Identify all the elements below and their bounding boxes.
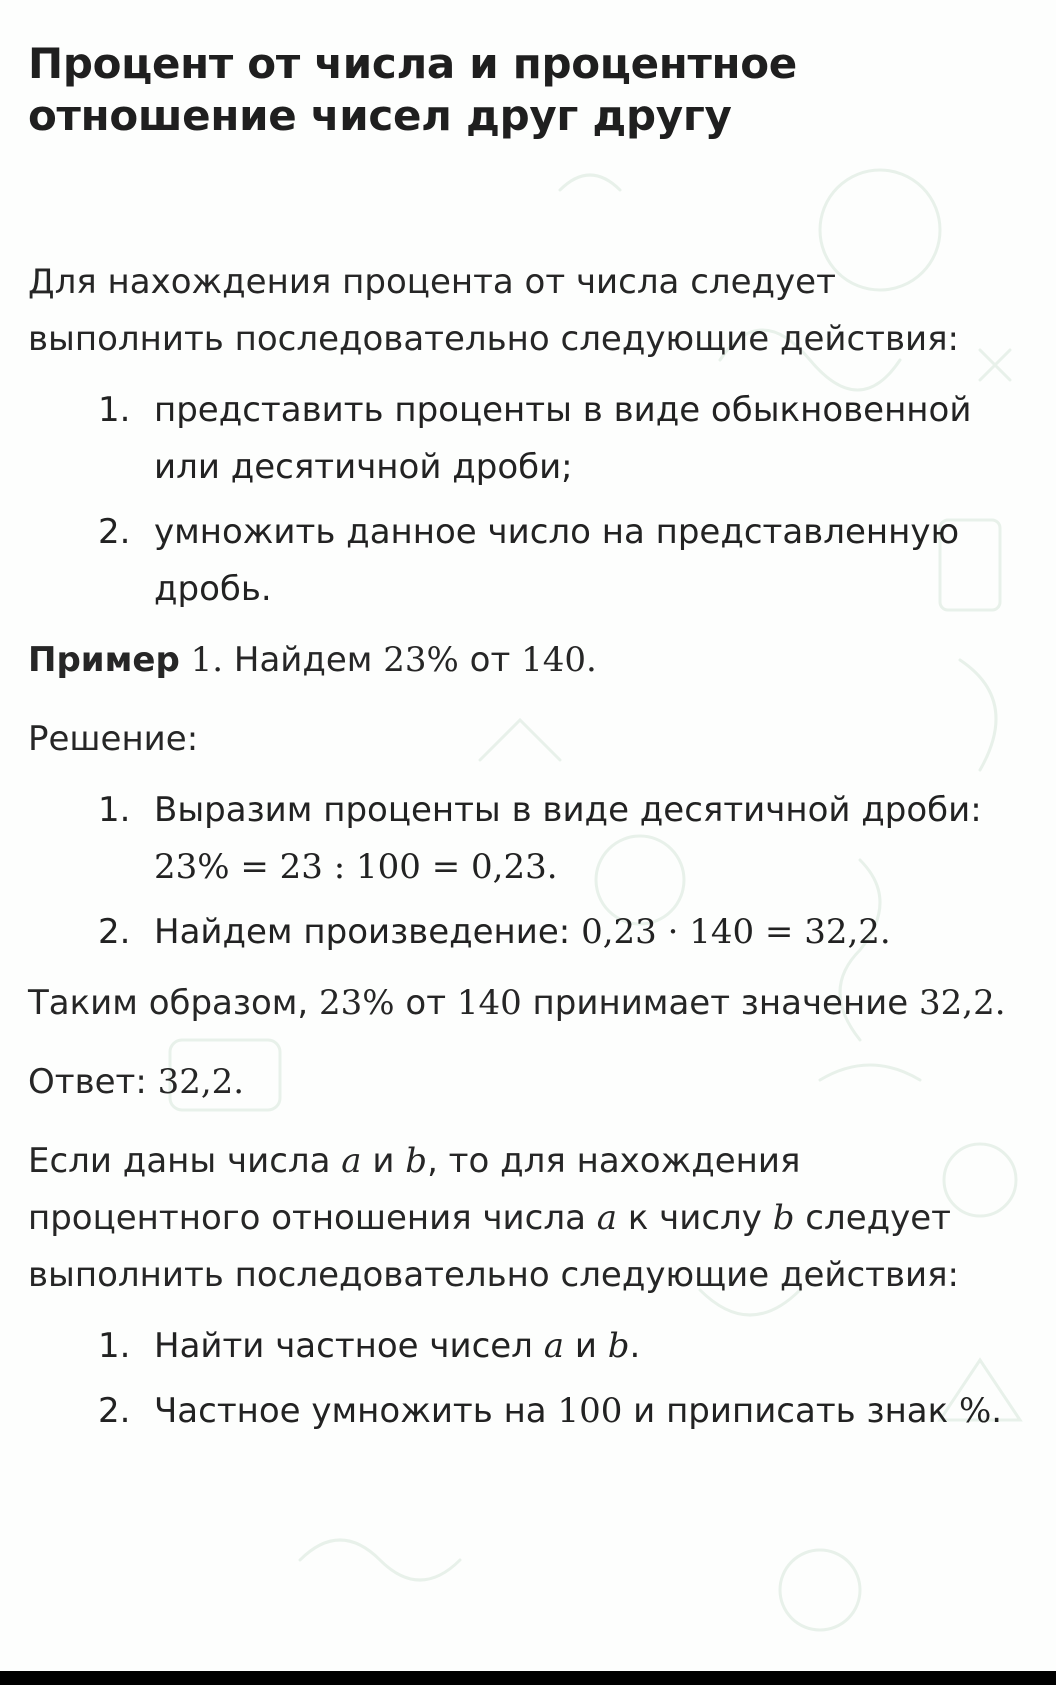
page-title: Процент от числа и процентное отношение чисел друг другу [28, 39, 797, 140]
list-text: Выразим проценты в виде десятичной дроби: [154, 790, 982, 830]
text: принимает значение [521, 983, 920, 1023]
text: Частное умножить на [154, 1391, 558, 1431]
answer-paragraph [28, 1054, 1028, 1111]
text: от [394, 983, 457, 1023]
list-item [28, 782, 1028, 896]
list-number: 2. [98, 912, 131, 952]
list-item [28, 504, 1028, 618]
math: 32,2. [919, 983, 1006, 1023]
variable-b: b [405, 1141, 428, 1181]
list-math: 0,23 · 140 = 32,2. [581, 912, 891, 952]
list-text: Найдем произведение: [154, 912, 582, 952]
variable-b: b [772, 1198, 795, 1238]
solution-label: Решение: [28, 719, 199, 759]
list-number: 2. [98, 1391, 131, 1431]
math: % [958, 1391, 992, 1431]
text: и приписать знак [622, 1391, 959, 1431]
list-math: 23% = 23 : 100 = 0,23. [154, 847, 558, 887]
list-number: 1. [98, 1326, 131, 1366]
example-text-mid: от [458, 640, 522, 680]
list-text: представить проценты в виде обыкновенной или десятичной дроби; [154, 390, 972, 487]
example-paragraph [28, 632, 1028, 689]
list-number: 1. [98, 790, 131, 830]
list-item [28, 904, 1028, 961]
answer-label: Ответ: [28, 1062, 158, 1102]
list-number: 2. [98, 512, 131, 552]
example-end: . [586, 640, 597, 680]
text: . [629, 1326, 641, 1366]
variable-a: a [543, 1326, 565, 1366]
example-dot: . [212, 640, 224, 680]
intro-paragraph: Для нахождения процента от числа следует выполнить последовательно следующие действия: [28, 262, 960, 359]
text: , то для нахождения процентного отношения числа [28, 1141, 801, 1238]
list-text: умножить данное число на представленную дробь. [154, 512, 960, 609]
text: Таким образом, [28, 983, 320, 1023]
example-base-number: 140 [521, 640, 586, 680]
math: 140 [456, 983, 522, 1023]
list-item [28, 1318, 1028, 1375]
example-text-before: Найдем [223, 640, 384, 680]
text: и [564, 1326, 608, 1366]
text: Найти частное чисел [154, 1326, 544, 1366]
text: следует выполнить последовательно следующие действия: [28, 1198, 960, 1295]
math: 100 [557, 1391, 623, 1431]
list-item [28, 382, 1028, 496]
steps-list-percent-of-number [28, 382, 1028, 618]
text: к числу [617, 1198, 773, 1238]
steps-list-solution [28, 782, 1028, 961]
steps-list-percent-ratio [28, 1318, 1028, 1440]
example-percent: 23% [383, 640, 459, 680]
list-number: 1. [98, 390, 131, 430]
text: . [991, 1391, 1003, 1431]
example-number: 1 [190, 640, 213, 680]
bottom-bar [0, 1671, 1056, 1685]
math: 23% [319, 983, 395, 1023]
variable-a: a [341, 1141, 362, 1181]
answer-value: 32,2. [157, 1062, 245, 1102]
variable-a: a [596, 1198, 618, 1238]
conclusion-paragraph [28, 975, 1028, 1032]
text: и [361, 1141, 406, 1181]
variable-b: b [607, 1326, 630, 1366]
text: Если даны числа [28, 1141, 342, 1181]
article [28, 38, 1028, 1448]
ratio-intro-paragraph [28, 1133, 1028, 1304]
example-label: Пример [28, 640, 180, 680]
list-item [28, 1383, 1028, 1440]
